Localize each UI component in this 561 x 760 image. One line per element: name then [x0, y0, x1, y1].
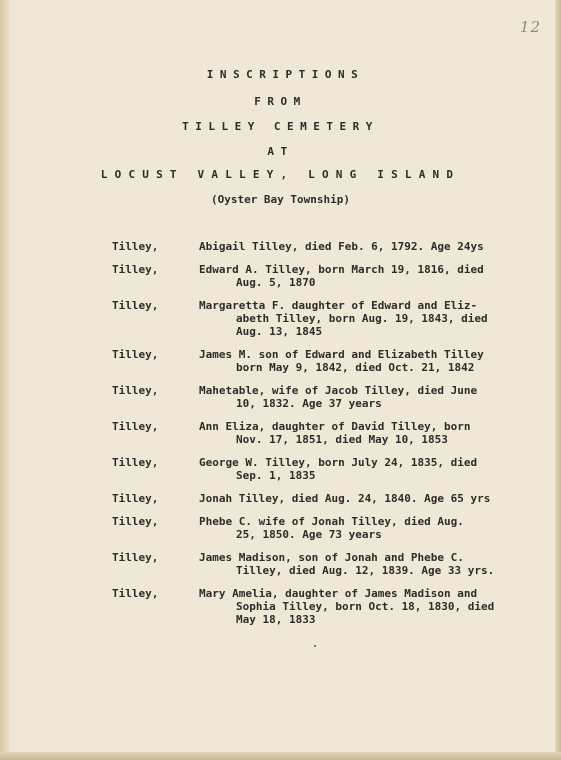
- inscription-entry: [112, 551, 532, 577]
- inscription-entry: [112, 515, 532, 541]
- inscription-entry: [112, 384, 532, 410]
- inscription-line: born May 9, 1842, died Oct. 21, 1842: [236, 361, 475, 374]
- page-right-edge: [555, 0, 561, 760]
- entry-surname: Tilley,: [112, 587, 159, 600]
- heading-inscriptions: INSCRIPTIONS: [206, 68, 365, 81]
- inscription-entry: [112, 587, 532, 626]
- inscription-line: Nov. 17, 1851, died May 10, 1853: [236, 433, 448, 446]
- entry-surname: Tilley,: [112, 551, 159, 564]
- entry-inscription: [199, 492, 519, 505]
- inscription-entry: [112, 240, 532, 253]
- inscription-line: Aug. 5, 1870: [236, 276, 316, 289]
- entry-surname: Tilley,: [112, 384, 159, 397]
- entry-inscription: [199, 515, 519, 541]
- entry-surname: Tilley,: [112, 492, 159, 505]
- inscription-entry: [112, 492, 532, 505]
- inscription-line: Margaretta F. daughter of Edward and Eliz-: [199, 299, 478, 312]
- binding-edge: [0, 0, 10, 760]
- inscription-line: Phebe C. wife of Jonah Tilley, died Aug.: [199, 515, 464, 528]
- entry-inscription: [199, 420, 519, 446]
- entry-surname: Tilley,: [112, 348, 159, 361]
- inscription-entry: [112, 420, 532, 446]
- heading-at: AT: [267, 145, 294, 158]
- inscription-line: Tilley, died Aug. 12, 1839. Age 33 yrs.: [236, 564, 495, 577]
- entry-inscription: [199, 348, 519, 374]
- entry-surname: Tilley,: [112, 240, 159, 253]
- entry-inscription: [199, 240, 519, 253]
- inscription-line: Jonah Tilley, died Aug. 24, 1840. Age 65 yrs: [199, 492, 491, 505]
- inscription-line: Mary Amelia, daughter of James Madison and: [199, 587, 478, 600]
- entry-surname: Tilley,: [112, 263, 159, 276]
- entry-inscription: [199, 456, 519, 482]
- inscription-line: Sep. 1, 1835: [236, 469, 316, 482]
- inscription-line: Edward A. Tilley, born March 19, 1816, died: [199, 263, 484, 276]
- page-number: 12: [519, 18, 541, 36]
- stray-mark: [314, 645, 316, 647]
- heading-cemetery-name: TILLEY CEMETERY: [182, 120, 379, 133]
- entry-inscription: [199, 384, 519, 410]
- heading-township: (Oyster Bay Township): [210, 193, 351, 206]
- page-bottom-edge: [0, 752, 561, 760]
- entry-surname: Tilley,: [112, 456, 159, 469]
- inscription-line: abeth Tilley, born Aug. 19, 1843, died: [236, 312, 488, 325]
- inscription-line: May 18, 1833: [236, 613, 316, 626]
- inscription-line: 10, 1832. Age 37 years: [236, 397, 382, 410]
- inscription-line: Mahetable, wife of Jacob Tilley, died June: [199, 384, 478, 397]
- inscription-line: James M. son of Edward and Elizabeth Tilley: [199, 348, 484, 361]
- entry-surname: Tilley,: [112, 420, 159, 433]
- entry-inscription: [199, 587, 519, 626]
- entry-surname: Tilley,: [112, 515, 159, 528]
- inscription-entry: [112, 263, 532, 289]
- inscription-line: 25, 1850. Age 73 years: [236, 528, 382, 541]
- heading-from: FROM: [254, 95, 307, 108]
- inscription-entry: [112, 456, 532, 482]
- entry-inscription: [199, 263, 519, 289]
- inscription-line: Abigail Tilley, died Feb. 6, 1792. Age 24ys: [199, 240, 484, 253]
- inscription-entry: [112, 299, 532, 338]
- entry-inscription: [199, 551, 519, 577]
- entry-inscription: [199, 299, 519, 338]
- inscription-list: [112, 240, 532, 636]
- entry-surname: Tilley,: [112, 299, 159, 312]
- inscription-line: Aug. 13, 1845: [236, 325, 323, 338]
- inscription-line: Ann Eliza, daughter of David Tilley, born: [199, 420, 471, 433]
- inscription-line: Sophia Tilley, born Oct. 18, 1830, died: [236, 600, 495, 613]
- inscription-entry: [112, 348, 532, 374]
- inscription-line: George W. Tilley, born July 24, 1835, died: [199, 456, 478, 469]
- heading-location: LOCUST VALLEY, LONG ISLAND: [100, 168, 461, 181]
- inscription-line: James Madison, son of Jonah and Phebe C.: [199, 551, 464, 564]
